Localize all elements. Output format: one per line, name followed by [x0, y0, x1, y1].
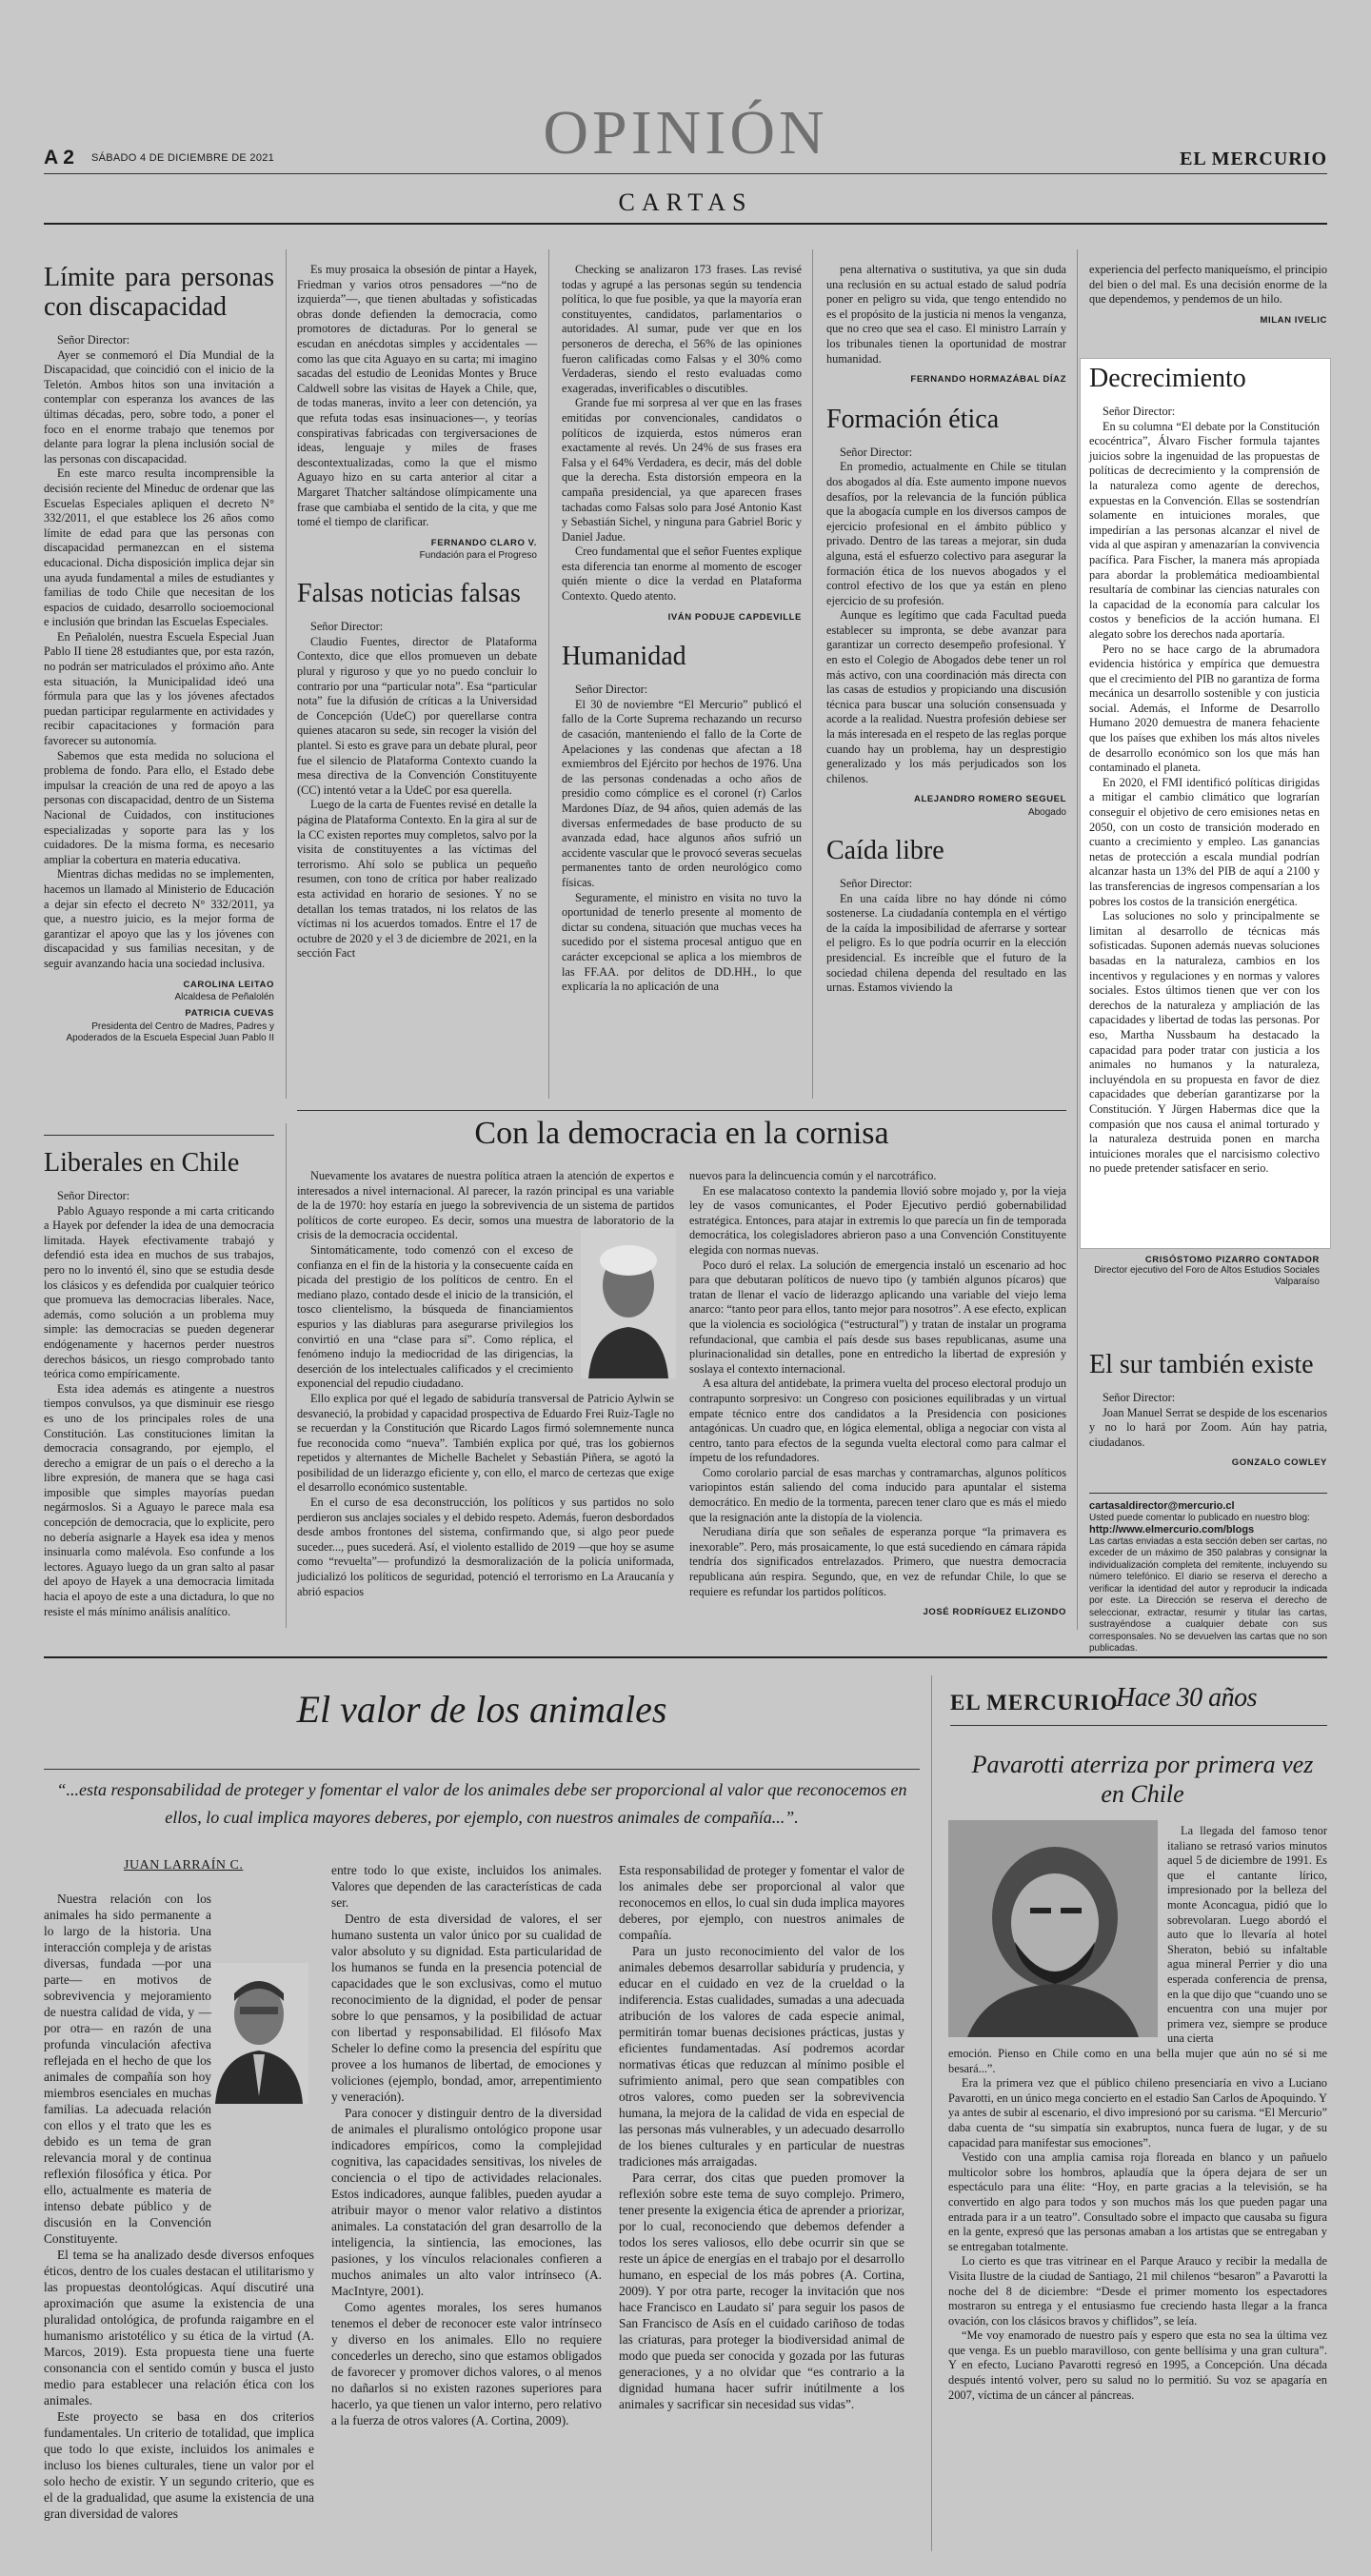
salutation: Señor Director: — [310, 620, 384, 634]
signature: MILAN IVELIC — [1260, 314, 1327, 326]
paragraph: Ayer se conmemoró el Día Mundial de la Discapacidad, que coincidió con el inicio de la Teletón. Ambos hitos son una invitación a contemplar con esperanza los avances de las últimas décadas, pero, sobre todo, a poner el foco en el enorme trabajo que tenemos por delante para lograr la plena inclusión social de las personas con discapacidad. — [44, 347, 274, 466]
article-narrow — [1167, 1824, 1327, 2047]
contact-line: Usted puede comentar lo publicado en nuestro blog: — [1089, 1512, 1310, 1523]
letter-sur — [1089, 1350, 1327, 1471]
signature: JOSÉ RODRÍGUEZ ELIZONDO — [923, 1607, 1066, 1618]
letter-decrecimiento — [1089, 364, 1320, 1177]
column-cornisa-right — [689, 1169, 1066, 1620]
letter-title: Caída libre — [826, 836, 944, 865]
signature: FERNANDO CLARO V. — [430, 537, 537, 548]
paragraph: emoción. Pienso en Chile como en una bella mujer que aún no sé si me besará...”. — [948, 2047, 1327, 2075]
article-title: Pavarotti aterriza por primera vez en Chile — [971, 1751, 1314, 1808]
paragraph: Como corolario parcial de esas marchas y contramarchas, algunos políticos variopintos están saliendo del coma inducido para apuntalar el sistema democrático. En medio de la tormenta, parecen tener claro que es más el miedo que la resignación ante la distopía de la violencia. — [689, 1465, 1066, 1524]
brand-logo: EL MERCURIO — [1180, 149, 1327, 169]
letter-limite — [44, 263, 274, 1044]
paragraph: Sintomáticamente, todo comenzó con el exceso de confianza en el fin de la historia y la consecuente caída en picada del prestigio de los políticos de centro. En el mediano plazo, contado desde el inicio de la transición, el tosco clientelismo, la búsqueda de financiamientos espurios y las diabluras para asegurarse privilegios los convirtió en una “clase para sí”. Como réplica, el fenómeno indujo la mediocridad de las dirigencias, la deserción de los intelectuales calificados y el crecimiento exponencial del repudio ciudadano. — [297, 1242, 573, 1391]
salutation: Señor Director: — [57, 333, 130, 347]
column-title: El valor de los animales — [296, 1688, 667, 1731]
paragraph: Era la primera vez que el público chileno presenciaría en vivo a Luciano Pavarotti, en un único mega concierto en el estadio San Carlos de Apoquindo. Y ya antes de subir al escenario, el divo impresionó por su carisma. “El Mercurio” daba cuenta de “su simpatía sin exabruptos, nunca fuera de lugar, y de su capacidad para manifestar sus emociones”. — [948, 2076, 1327, 2150]
paragraph: Esta idea además es atingente a nuestros tiempos convulsos, ya que disminuir ese riesgo es uno de los principales roles de una Constitución. Las constituciones limitan la democracia consagrando, por ejemplo, el derecho a emigrar de un país o el derecho a la libre expresión, de manera que se haga casi imposible que simples mayorías puedan negármoslos. Si a Aguayo le parece mala esa concepción de democracia, que lo explicite, pero no debería asignarle a Hayek esa idea y menos insinuarla como malévola. Eso confunde a los lectores. Aguayo luego da un gran salto al pasar del apoyo de Hayek a una democracia limitada hacia el apoyo de este a una dictadura, lo que no resiste el más mínimo análisis analítico. — [44, 1381, 274, 1618]
contact-rules: Las cartas enviadas a esta sección deben ser cartas, no exceder de un máximo de 350 palabras y consignar la individualización completa del remitente, incluyendo su número telefónico. El diario se reserva el derecho a verificar la identidad del autor y reproducir la indicada por este. La Dirección se reserva el derecho de seleccionar, extractar, resumir y titular las cartas, sustrayéndose a cualquier debate con sus corresponsales. No se devuelven las cartas que no son publicadas. — [1089, 1536, 1327, 1654]
issue-date: SÁBADO 4 DE DICIEMBRE DE 2021 — [91, 152, 275, 164]
portrait-icon — [948, 1820, 1158, 2037]
section-title: OPINIÓN — [543, 98, 828, 168]
column-animales-1 — [44, 1891, 314, 2522]
signature: FERNANDO HORMAZÁBAL DÍAZ — [910, 374, 1066, 386]
paragraph: Dentro de esta diversidad de valores, el ser humano sustenta un valor único por su cualidad de valor absoluto y su dignidad. Esta particularidad de los humanos se funda en la presencia potencial de capacidades que le son exclusivas, como el mutuo reconocimiento de la dignidad, el poder de pensar sobre lo que pensamos, y la posibilidad de actuar con libertad y responsabilidad. El filósofo Max Scheler lo define como la presencia del espíritu que provee a los humanos de libertad, de emociones y voliciones (ejemplo, bondad, amor, arrepentimiento y veneración). — [331, 1912, 602, 2104]
letter-continuation — [297, 263, 537, 961]
letter-continuation — [826, 263, 1066, 996]
letter-title: Falsas noticias falsas — [297, 579, 521, 609]
salutation: Señor Director: — [57, 1189, 130, 1202]
paragraph: Ello explica por qué el legado de sabiduría transversal de Patricio Aylwin se desvaneció, la probidad y capacidad prospectiva de Eduardo Frei Ruiz-Tagle no se recuerdan y la Constitución que Ricardo Lagos firmó solemnemente nunca fue reconocida como “nueva”. También explica por qué, tras los gobiernos repetidos y alternantes de Michelle Bachelet y Sebastián Piñera, se agotó la posibilidad de un liderazgo eficiente y, con ello, el marco de certezas que exige el desarrollo económico sustentable. — [297, 1391, 674, 1495]
divider — [950, 1725, 1327, 1726]
salutation: Señor Director: — [840, 445, 913, 459]
paragraph: Este proyecto se basa en dos criterios fundamentales. Un criterio de totalidad, que implica que todo lo que existe, incluidos los animales e incluso los bienes culturales, tiene un valor por el solo hecho de existir. Y un segundo criterio, que es el de la gradualidad, que asume la existencia de una gran diversidad de valores — [44, 2409, 314, 2521]
brand-logo: EL MERCURIO — [950, 1691, 1119, 1714]
paragraph: La llegada del famoso tenor italiano se retrasó varios minutos aquel 5 de diciembre de 1991. Es que el cantante lírico, impresionado por la belleza del monte Aconcagua, pidió que lo sobrevolaran. Luego abordó el auto que lo llevaría al hotel Sheraton, bebió su infaltable agua mineral Perrier y dio una esperada conferencia de prensa, en la que dijo que “cuando uno se encuentra con una mujer por primera vez, siempre se produce una cierta — [1167, 1824, 1327, 2046]
article-wide — [948, 2047, 1327, 2403]
page-number: A 2 — [44, 147, 74, 168]
paragraph: nuevos para la delincuencia común y el narcotráfico. — [689, 1169, 937, 1182]
letter-title: El sur también existe — [1089, 1350, 1314, 1379]
column-divider — [286, 1123, 287, 1628]
column-author: JUAN LARRAÍN C. — [124, 1858, 244, 1873]
paragraph: Lo cierto es que tras vitrinear en el Parque Arauco y recibir la medalla de Visita Ilustre de la ciudad de Santiago, 21 mil chilenos “besaron” a Pavarotti la noche del 8 de diciembre: “Desde el primer momento los espectadores mostraron su entrega y el entusiasmo fue creciendo hasta llegar a la franca ovación, con los clásicos bravos y chiflidos”, se leía. — [948, 2254, 1327, 2328]
letter-title: Decrecimiento — [1089, 364, 1246, 393]
paragraph: Seguramente, el ministro en visita no tuvo la oportunidad de tenerlo presente al momento de dictar su condena, situación que muchas veces ha sucedido por el sistema procesal antiguo que en carácter excepcional se aplica a los miembros de las FF.AA. por delitos de DD.HH., lo que explicaría la no aplicación de una — [562, 890, 802, 994]
paragraph: En una caída libre no hay dónde ni cómo sostenerse. La ciudadanía contempla en el vértigo de la caída la imposibilidad de aferrarse y sortear el peligro. Es lo que podría ocurrir en la elección presidencial. Es increíble que el futuro de la sociedad chilena dependa del resultado en las urnas. Estamos viviendo la — [826, 891, 1066, 995]
paragraph: entre todo lo que existe, incluidos los animales. Valores que dependen de las características de cada ser. — [331, 1863, 602, 1910]
paragraph: Es muy prosaica la obsesión de pintar a Hayek, Friedman y varios otros pensadores —“no de izquierda”—, que tienen abultadas y sofisticadas obras donde defienden la democracia, como promotores de dictaduras. Por lo general se escudan en anécdotas simples y accidentales —como las que cita Aguayo en su carta; mi imagino sacadas del estudio de Leonidas Montes y Bruce Caldwell sobre las visitas de Hayek a Chile, que, de todas maneras, invito a leer con detención, ya que refuta todas esas insinuaciones—, y teorías conspirativas fabricadas con tergiversaciones de ideas, lenguaje y miles de frases descontextualizadas, como la que el mismo Aguayo hizo en su carta anterior al citar a Margaret Thatcher saltándose olímpicamente una frase que cambiaba el sentido de la cita, y que me tomé el tiempo de clarificar. — [297, 263, 537, 529]
paragraph: Nuevamente los avatares de nuestra política atraen la atención de expertos e interesados a nivel internacional. Al parecer, la razón principal es una variable de la de 1970: hoy estaría en juego la sobrevivencia de un sistema de partidos políticos de corte europeo. Es decir, somos una muestra de laboratorio de la crisis de la democracia occidental. — [297, 1169, 674, 1242]
divider — [44, 1769, 920, 1770]
decrecimiento-signature — [1080, 1249, 1329, 1288]
paragraph: experiencia del perfecto maniqueísmo, el principio del bien o del mal. Es una decisión enorme de la que dependemos, y pendemos de un hilo. — [1089, 263, 1327, 307]
paragraph: A esa altura del antidebate, la primera vuelta del proceso electoral produjo un contrapunto sorpresivo: un Congreso con posiciones equilibradas y un virtual empate técnico entre dos candidatos a la Presidencia con posiciones antagónicas. Un cuadro que, en lógica elemental, obliga a negociar con vista al centro, tanto para efectos de la segunda vuelta electoral como para calmar el ímpetu de los refundadores. — [689, 1377, 1066, 1465]
paragraph: En ese malacatoso contexto la pandemia llovió sobre mojado y, por la vieja ley de vasos comunicantes, el Poder Ejecutivo perdió gobernabilidad estratégica. Entonces, para atajar in extremis lo que parecía un fin de temporada democrática, los colegisladores abrieron paso a una Convención Constituyente elegida con normas nuevas. — [689, 1183, 1066, 1257]
column-divider — [1077, 249, 1078, 1630]
paragraph: Las soluciones no solo y principalmente se limitan al desarrollo de técnicas más sofisticadas. Suponen además nuevas soluciones basadas en la naturaleza, cambios en los incentivos y regulaciones y en normas y valores sociales. Estos últimos tienen que ver con los derechos de la naturaleza y ampliación de las capacidades y libertad de todas las personas. Por eso, Martha Nussbaum ha destacado la capacidad para poder tratar con justicia a los animales no humanos y la naturaleza, incluyéndola en su propuesta en favor de diez capacidades que deberían garantizarse por la Constitución. Y Jürgen Habermas dice que la compasión que nos causa el animal torturado y la naturaleza destruida ponen en marcha intuiciones morales que el narcisismo colectivo no puede pretender satisfacer en serio. — [1089, 909, 1320, 1176]
letter-continuation — [562, 263, 802, 995]
letter-liberales — [44, 1148, 274, 1619]
paragraph: Checking se analizaron 173 frases. Las revisé todas y agrupé a las personas según su tendencia política, lo que fue posible, ya que la mayoría eran constituyentes, candidatos, parlamentarios o autoridades. Al sumar, pude ver que en los personeros de derecha, el 56% de las opiniones fueron calificadas como Falsas y el 30% como Verdaderas, siendo el resto evaluadas como exageradas, inverificables o discutibles. — [562, 263, 802, 395]
hace-30-logo: Hace 30 años — [1116, 1683, 1257, 1713]
letter-title: Humanidad — [562, 642, 686, 672]
paragraph: pena alternativa o sustitutiva, ya que sin duda una reclusión en su actual estado de salud podría poner en peligro su vida, que tengo entendido no es el propósito de la justicia ni menos la venganza, que no creo que sea el caso. El ministro Larraín y los tribunales tienen la oportunidad de mostrar humanidad. — [826, 263, 1066, 366]
paragraph: El tema se ha analizado desde diversos enfoques éticos, dentro de los cuales destacan el utilitarismo y las propuestas deontológicas. Aquí discutiré una aproximación que asume la existencia de una pluralidad ontológica, de profunda raigambre en el humanismo aristotélico y su ética de la virtud (A. Marcos, 2019). Esta propuesta tiene una fuerte consonancia con el sentido común y busca el justo medio para establecer una relación ética con los animales. — [44, 2248, 314, 2408]
paragraph: Luego de la carta de Fuentes revisé en detalle la página de Plataforma Contexto. En la gira al sur de la CC existen reportes muy completos, salvo por la visita de constituyentes a las víctimas del terrorismo. Ahí solo se publica un pequeño resumen, con tono de crítica por haber realizado esta actividad en horario de sesiones. Y no se detallan los temas tratados, ni los relatos de las víctimas ni los acuerdos tomados. Entre el 17 de octubre de 2020 y el 3 de diciembre de 2021, en la sección Fact — [297, 798, 537, 961]
paragraph: En Peñalolén, nuestra Escuela Especial Juan Pablo II tiene 28 estudiantes que, por esta razón, no podrán ser matriculados el próximo año. Ante esta situación, la Municipalidad ideó una fórmula para que las y los jóvenes afectados puedan participar regularmente en actividades y recibir capacitaciones y formación para favorecer su autonomía. — [44, 629, 274, 748]
signature: CAROLINA LEITAO — [183, 979, 274, 990]
paragraph: Pablo Aguayo responde a mi carta criticando a Hayek por defender la idea de una democracia limitada. Hayek efectivamente trabajó y defendió esta idea en muchos de sus trabajos, pero no lo inventó él, sino que se estudia desde los clásicos y es defendida por cualquier teórico que promueva las democracias liberales. Nace, además, como solución a un problema muy simple: las democracias se pueden degenerar endógenamente y hacernos perder nuestros derechos básicos, un riesgo comprobado tanto teórica como empíricamente. — [44, 1203, 274, 1381]
signature: PATRICIA CUEVAS — [185, 1008, 274, 1020]
paragraph: Esta responsabilidad de proteger y fomentar el valor de los animales debe ser proporcional al valor que reconocemos en ellos, lo cual sin duda implica mayores deberes, por ejemplo, con nuestros animales de compañía. — [619, 1863, 904, 1942]
column-title: Con la democracia en la cornisa — [474, 1116, 889, 1151]
paragraph: Poco duró el relax. La solución de emergencia instaló un escenario ad hoc para que debutaran políticos de nuevo tipo (y también algunos pícaros) que tratan de llenar el vacío de liderazgo aplicando una variable del viejo lema anarco: “tanto peor para ellos, tanto mejor para nosotros”. A ese efecto, explican que la violencia es sociológica (“estructural”) y tratan de instalar un programa refundacional, que cambia el país desde sus bases republicanas, asume una plurinacionalidad sin detalles, pone en entredicho la libertad de expresión y soslaya el contexto internacional. — [689, 1258, 1066, 1376]
paragraph: Como agentes morales, los seres humanos tenemos el deber de reconocer este valor intrínseco y diverso en los animales. Ello no requiere concederles un derecho, sino que estamos obligados de favorecer y promover dichos valores, o al menos no dañarlos si no existen razones superiores para hacerlo, ya que tienen un valor interno, pero relativo a la fuerza de otros valores (A. Cortina, 2009). — [331, 2300, 602, 2427]
paragraph: Nuestra relación con los animales ha sido permanente a lo largo de la historia. Una interacción compleja y de aristas diversas, fundada —por una parte— en motivos de sobrevivencia y mejoramiento de nuestra calidad de vida, y —por otra— en razón de una profunda vinculación afectiva reflejada en el hecho de que los animales de compañía son hoy miembros esenciales en muchas familias. La adecuada relación con ellos y el trato que les es debido es un tema de gran relevancia moral y de continua reflexión filosófica y ética. Por ello, actualmente es materia de intenso debate público y de discusión en la Convención Constituyente. — [44, 1892, 211, 2246]
paragraph: En el curso de esa deconstrucción, los políticos y sus partidos no solo perdieron sus anclajes sociales y el debido respeto. Además, fueron desbordados desde ambos frontones del sistema, confirmando que, si algo peor puede suceder..., pues sucederá. Así, el violento estallido de 2019 —que hoy se asume como “revuelta”— profundizó la desmoralización de la policía uniformada, judicializó los políticos de seguridad, potenció el terrorismo en La Araucanía y abrió espacios — [297, 1496, 674, 1598]
paragraph: El 30 de noviembre “El Mercurio” publicó el fallo de la Corte Suprema rechazando un recurso de casación, manteniendo el fallo de la Corte de Apelaciones y las condenas que afectan a 18 exmiembros del Ejército por hechos de 1976. Una de las personas condenadas a ocho años de presidio como cómplice es el coronel (r) Carlos Mardones Díaz, de 94 años, quien además de las diversas enfermedades de base producto de su avanzada edad, hace algunos años sufrió un accidente vascular que le provocó severas secuelas permanentes tanto de orden neurológico como físicas. — [562, 697, 802, 889]
paragraph: En 2020, el FMI identificó políticas dirigidas a mitigar el cambio climático que lograrían conseguir el objetivo de cero emisiones netas en 2050, con un costo de transición moderado en cuanto a crecimiento y empleo. Las ganancias netas de protección a escala mundial podrían alcanzar hasta un 13% del PIB de aquí a 2100 y las transferencias de ingresos compensarían a los pobres los costos de la transición energética. — [1089, 775, 1320, 908]
letter-title: Liberales en Chile — [44, 1148, 240, 1178]
paragraph: En este marco resulta incomprensible la decisión reciente del Mineduc de ordenar que las Escuelas Especiales apliquen el decreto N° 332/2011, el que establece los 26 años como límite de edad para que las personas con discapacidad permanezcan en el sistema educacional. Dicha disposición implica dejar sin una ayuda fundamental a miles de estudiantes y familias de todo Chile que necesitan de los espacios de cuidado, desarrollo socioemocional e inclusión que brindan las Escuelas Especiales. — [44, 466, 274, 629]
letter-continuation — [1089, 263, 1327, 327]
signature: CRISÓSTOMO PIZARRO CONTADOR — [1144, 1255, 1320, 1265]
paragraph: Vestido con una amplia camisa roja floreada en blanco y un pañuelo multicolor sobre los hombros, aplaudía que la ópera dejara de ser un espectáculo para una élite: “Hoy, en parte gracias a la televisión, se ha convertido en algo para todos y son muchos más los que pueden pagar una entrada para ir a un teatro”. Consultado sobre el impacto que causaba su figura en la gente, expresó que las personas amaban a los artistas que se entregaban y se entregaban totalmente. — [948, 2150, 1327, 2253]
paragraph: Joan Manuel Serrat se despide de los escenarios y no lo hará por Zoom. Aún hay patria, ciudadanos. — [1089, 1405, 1327, 1449]
contact-box — [1089, 1500, 1327, 1655]
pull-quote: “...esta responsabilidad de proteger y fomentar el valor de los animales debe ser proporcional al valor que reconocemos en ellos, lo cual implica mayores deberes, por ejemplo, con nuestros animales de compañía...”. — [56, 1780, 907, 1827]
paragraph: Nerudiana diría que son señales de esperanza porque “la primavera es inexorable”. Pero, más prosaicamente, lo que está sucediendo en cámara rápida tendría dos significados entrelazados. Primero, que nuestra democracia republicana aún respira. Segundo, que, en vez de refundar Chile, lo que se requiere es refundar los partidos políticos. — [689, 1525, 1066, 1598]
paragraph: En su columna “El debate por la Constitución ecocéntrica”, Álvaro Fischer formula tajantes juicios sobre la ingenuidad de las propuestas de políticas de decrecimiento y la comprensión de la naturaleza como agente de derechos, expuestas en la Convención. Ellas se sostendrían solamente en intuiciones morales, que impedirían a las personas alcanzar el nivel de vida al que aspiran y amenazarían la convivencia pacífica. Para Fischer, la manera más apropiada para abordar la problemática medioambiental resultaría de combinar las ciencias naturales con la capacidad de la economía para calcular los costos y beneficios de la acción humana. El alegato sobre los derechos nada aportaría. — [1089, 419, 1320, 641]
divider — [44, 223, 1327, 225]
divider — [44, 1135, 274, 1136]
column-animales-3 — [619, 1862, 904, 2412]
signature-role: Presidenta del Centro de Madres, Padres y Apoderados de la Escuela Especial Juan Pablo II — [66, 1020, 274, 1043]
salutation: Señor Director: — [1103, 1391, 1176, 1404]
paragraph: Claudio Fuentes, director de Plataforma Contexto, dice que ellos promueven un debate plural y riguroso y que yo no puedo concluir lo contrario por una “particular nota”. Esa “particular nota” fue la difusión de críticas a la Universidad de Concepción (UdeC) por querellarse contra quienes atacaron su sede, sin recoger la visión del plantel. Si esto es grave para un debate plural, peor fue el silencio de Plataforma Contexto cuando la mesa directiva de la Convención Constituyente (CC) intentó vetar a la UdeC por esa querella. — [297, 634, 537, 797]
signature: IVÁN PODUJE CAPDEVILLE — [667, 611, 802, 623]
signature-role: Alcaldesa de Peñalolén — [174, 992, 274, 1003]
paragraph: En promedio, actualmente en Chile se titulan dos abogados al día. Este aumento impone nuevos desafíos, por la relevancia de la función pública que la abogacía cumple en los diversos campos de ejercicio profesional en el ámbito público y privado. Dentro de las tareas a mejorar, sin duda alguna, está el esfuerzo colectivo para asegurar la formación ética de los nuevos abogados y el control efectivo de los que ya están en pleno ejercicio de su profesión. — [826, 460, 1066, 607]
column-divider — [548, 249, 549, 1099]
divider — [297, 1110, 1066, 1111]
pavarotti-photo — [948, 1820, 1158, 2037]
signature: ALEJANDRO ROMERO SEGUEL — [913, 794, 1066, 805]
column-cornisa-left — [297, 1169, 674, 1599]
paragraph: Creo fundamental que el señor Fuentes explique esta diferencia tan enorme al momento de escoger quién miente o dice la verdad en Plataforma Contexto. Quedo atento. — [562, 545, 802, 604]
paragraph: Para cerrar, dos citas que pueden promover la reflexión sobre este tema de suyo complejo. Primero, tener presente la exigencia ética de aprender a priorizar, por lo cual, reconociendo que debemos defender a todos los seres valiosos, ello debe ocurrir sin que se reste un ápice de energías en el trabajo por el desarrollo humano, en especial de los más pobres (A. Cortina, 2009). Y por otra parte, recoger la invitación que nos hace Francisco en Laudato si' para seguir los pasos de San Francisco de Asís en el cuidado cariñoso de todas las criaturas, para proteger la biodiversidad animal de modo que pueda ser conocida y gozada por las futuras generaciones, y a no olvidar que “es contrario a la dignidad humana hacer sufrir inútilmente a los animales y sacrificar sin necesidad sus vidas”. — [619, 2170, 904, 2411]
paragraph: Sabemos que esta medida no soluciona el problema de fondo. Para ello, el Estado debe impulsar la creación de una red de apoyo a las personas con discapacidad, dentro de un Sistema Nacional de Cuidados, con instituciones especializadas y soporte para las y los cuidadores. De la misma forma, es necesario ampliar la cobertura en materia educativa. — [44, 748, 274, 866]
signature-role: Fundación para el Progreso — [419, 550, 537, 562]
salutation: Señor Director: — [840, 877, 913, 890]
blog-link[interactable]: http://www.elmercurio.com/blogs — [1089, 1524, 1255, 1536]
column-divider — [931, 1675, 932, 2551]
paragraph: “Me voy enamorado de nuestro país y espero que esta no sea la última vez que venga. Es un pueblo maravilloso, con gente bellísima y una gran cultura”. Y en efecto, Luciano Pavarotti regresó en 1995, a Concepción. Una década después intentó volver, pero su salud no lo permitió. Su voz se apagaría en 2007, víctima de un cáncer al páncreas. — [948, 2328, 1327, 2402]
paragraph: Mientras dichas medidas no se implementen, hacemos un llamado al Ministerio de Educación a dejar sin efecto el decreto N° 332/2011, ya que, a nuestro juicio, es la mejor forma de garantizar el apoyo que las y los jóvenes con discapacidad y sus familias necesitan, y de seguir avanzando hacia una sociedad inclusiva. — [44, 867, 274, 970]
signature: GONZALO COWLEY — [1231, 1457, 1327, 1469]
column-animales-2 — [331, 1862, 602, 2428]
divider — [44, 1656, 1327, 1658]
divider — [44, 173, 1327, 174]
column-divider — [812, 249, 813, 1099]
paragraph: Grande fue mi sorpresa al ver que en las frases emitidas por convencionales, candidatos o políticos de izquierda, estos números eran exactamente al revés. Un 24% de sus frases era Falsa y el 64% Verdadera, es decir, más del doble que la derecha. Esta distorsión empeora en la campaña presidencial, ya que aparecen frases tachadas como Falsas solo para José Antonio Kast y Sebastián Sichel, y ninguna para Gabriel Boric y Daniel Jadue. — [562, 396, 802, 544]
letter-title: Formación ética — [826, 404, 1000, 434]
paragraph: Para un justo reconocimiento del valor de los animales debemos desarrollar sabiduría y prudencia, y educar en el cuidado en vez de la crueldad o la indiferencia. Estas cualidades, sumadas a una adecuada atribución de los valores de cada especie animal, permitirán tomar buenas decisiones prácticas, justas y eficientes fundamentadas. Así podremos acordar normativas éticas que reduzcan al mínimo posible el sufrimiento animal, pero que sean compatibles con otros valores, como pueden ser la sobrevivencia humana, la mejora de la calidad de vida en especial de las personas más vulnerables, y un adecuado desarrollo de los bienes culturales y en particular de nuestras tradiciones más arraigadas. — [619, 1944, 904, 2169]
column-divider — [286, 249, 287, 1099]
contact-email[interactable]: cartasaldirector@mercurio.cl — [1089, 1500, 1235, 1512]
letter-title: Límite para personas con discapacidad — [44, 263, 274, 322]
signature-role: Abogado — [1027, 807, 1066, 818]
paragraph: Aunque es legítimo que cada Facultad pueda establecer su impronta, se debe avanzar para garantizar un correcto desempeño profesional. Y en esto el Colegio de Abogados debe tener un rol más activo, con una coordinación más directa con las casas de estudios y propiciando una discusión técnica para buscar una solución consensuada y acorde a la realidad. Nuestra profesión debiese ser la más interesada en el respeto de las reglas porque cuando hay un problema, hay un desprestigio generalizado y los más perjudicados son los chilenos. — [826, 608, 1066, 785]
subsection-title: CARTAS — [618, 188, 753, 216]
paragraph: Para conocer y distinguir dentro de la diversidad de animales el pluralismo ontológico propone usar indicadores empíricos, como la complejidad cognitiva, las capacidades sensitivas, los niveles de conciencia o el tipo de actividades relacionales. Estos indicadores, aunque falibles, pueden ayudar a atribuir mayor o menor valor relativo a distintos animales. La constatación del gran desarrollo de la inteligencia, la sintiencia, las emociones, las pasiones, y los vínculos relacionales confieren a muchos animales un alto valor intrínseco (A. MacIntyre, 2001). — [331, 2106, 602, 2298]
salutation: Señor Director: — [575, 683, 648, 697]
signature-role: Director ejecutivo del Foro de Altos Estudios Sociales Valparaíso — [1094, 1265, 1320, 1287]
paragraph: Pero no se hace cargo de la abrumadora evidencia histórica y empírica que demuestra que el crecimiento del PIB no garantiza de forma mecánica un desarrollo sostenible y con justicia social. Además, el Informe de Desarrollo Humano 2020 demuestra de manera fehaciente que los países que exhiben los más altos niveles de desarrollo económico son los que más han contaminado el planeta. — [1089, 642, 1320, 775]
salutation: Señor Director: — [1103, 405, 1176, 418]
divider — [1089, 1493, 1327, 1494]
